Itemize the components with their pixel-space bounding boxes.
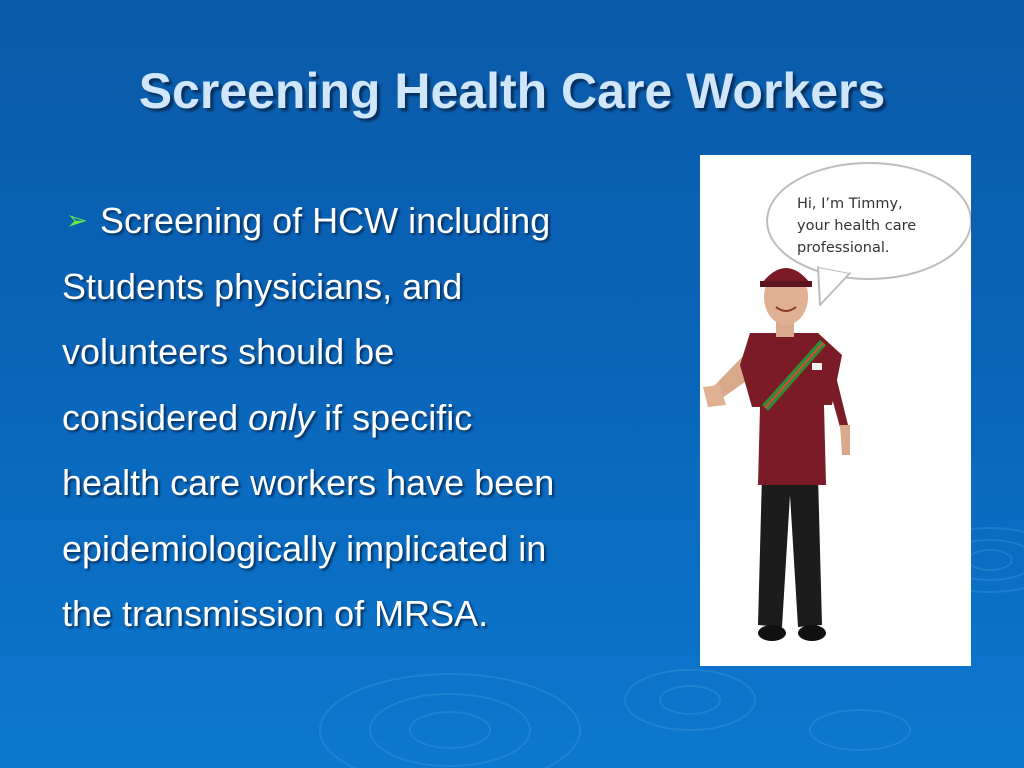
bullet-line-1-text: Screening of HCW including xyxy=(100,200,551,241)
slide-title: Screening Health Care Workers xyxy=(138,63,886,119)
bullet-text xyxy=(62,188,702,647)
bullet-line-4-start: considered xyxy=(62,396,249,438)
bullet-line-1 xyxy=(62,188,702,254)
bullet-line-3: volunteers should be xyxy=(62,331,395,372)
bullet-line-6: epidemiologically implicated in xyxy=(62,527,547,569)
person-figure xyxy=(703,268,850,641)
timmy-illustration xyxy=(700,155,971,666)
bullet-line-4 xyxy=(62,385,702,451)
arrow-bullet-icon: ➢ xyxy=(66,205,88,235)
speech-line-1: Hi, I’m Timmy, xyxy=(797,196,903,212)
bullet-line-2: Students physicians, and xyxy=(62,265,463,307)
speech-line-2: your health care xyxy=(797,218,917,234)
bullet-line-5: health care workers have been xyxy=(62,462,555,503)
bullet-line-7: the transmission of MRSA. xyxy=(62,593,489,634)
timmy-photo xyxy=(700,155,971,666)
bullet-line-4-end: if specific xyxy=(314,396,473,438)
emphasis-only: only xyxy=(248,396,315,438)
speech-line-3: professional. xyxy=(797,240,890,256)
